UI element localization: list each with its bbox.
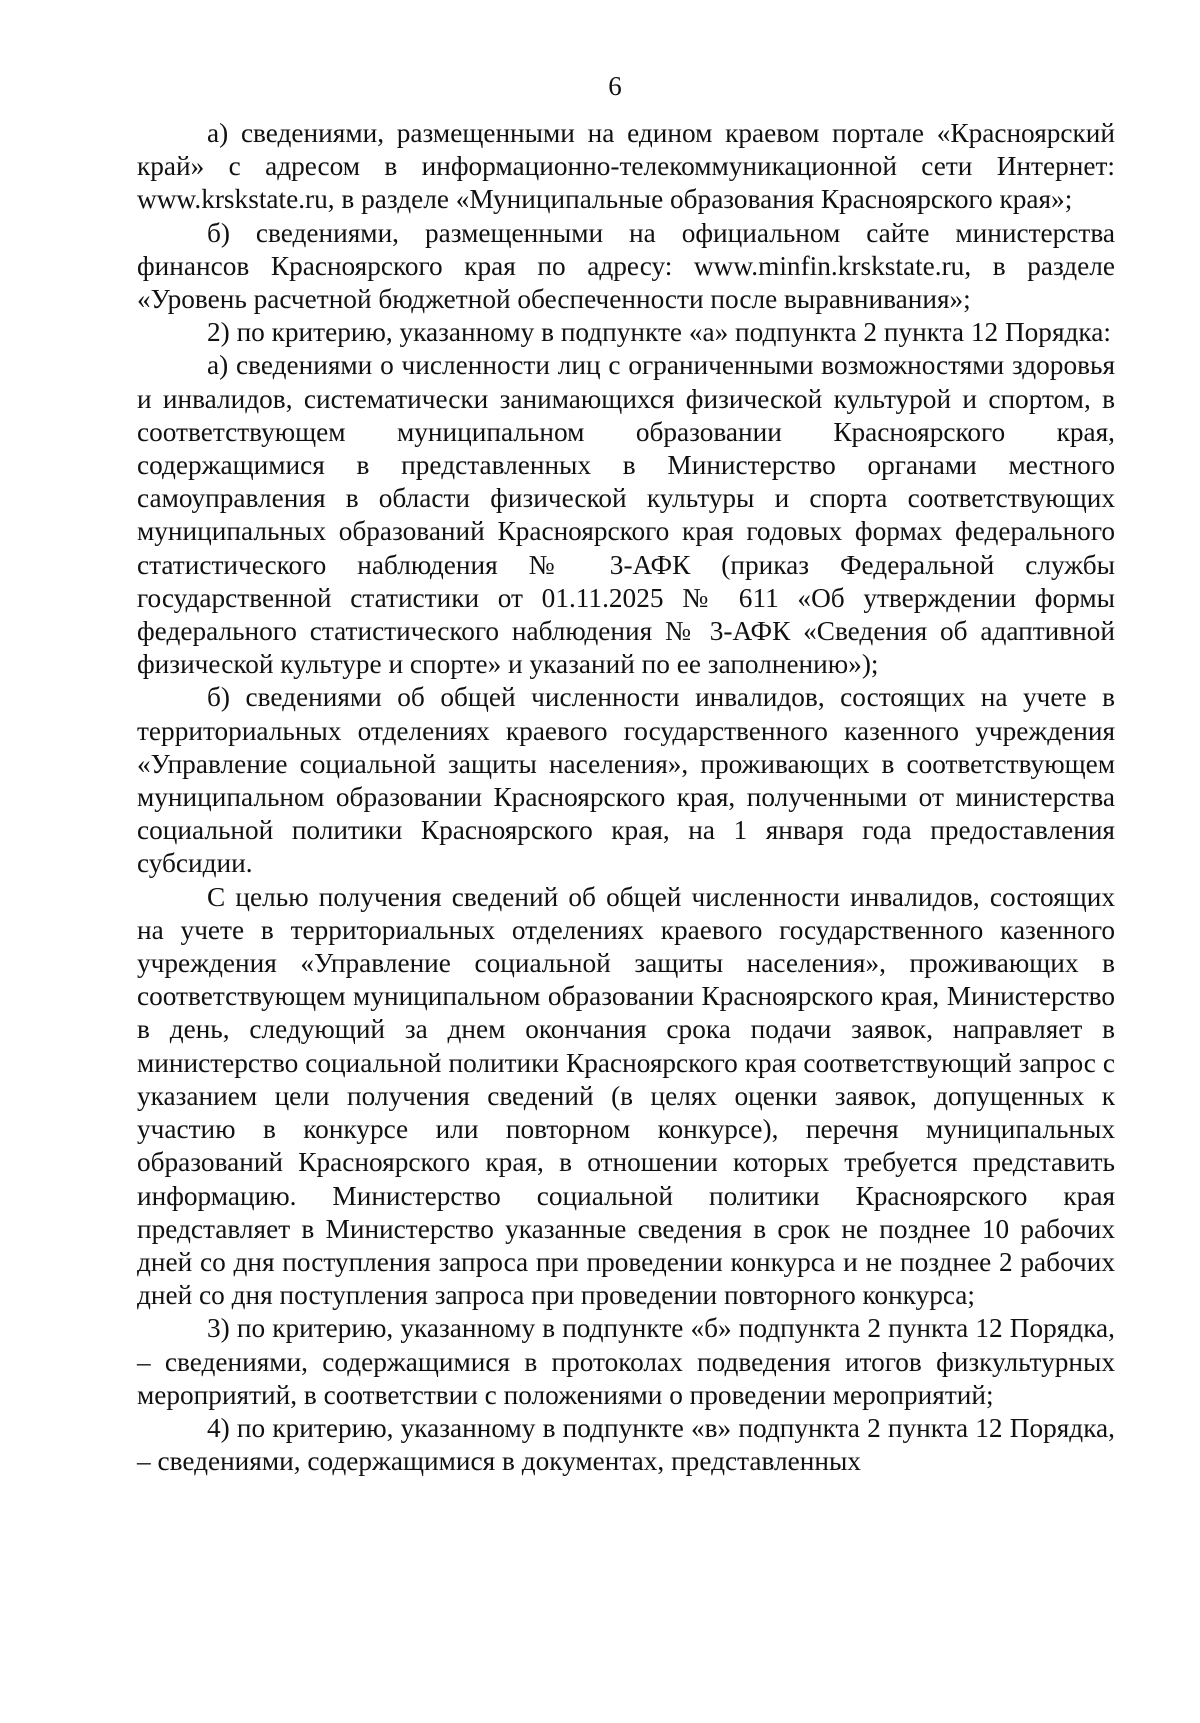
paragraph-4-criterion-v: 4) по критерию, указанному в подпункте «в» подпункта 2 пункта 12 Порядка, – сведениями, содержащимися в документах, представленных (137, 1412, 1115, 1477)
paragraph-b-disabled-count: б) сведениями об общей численности инвалидов, состоящих на учете в территориальных отделениях краевого государственного казенного учреждения «Управление социальной защиты населения», проживающих в соответствующем муниципальном образовании Красноярского края, полученными от министерства социальной политики Красноярского края, на 1 января года предоставления субсидии. (137, 682, 1115, 879)
paragraph-3-criterion-b: 3) по критерию, указанному в подпункте «б» подпункта 2 пункта 12 Порядка, – сведениями, содержащимися в протоколах подведения итогов физкультурных мероприятий, в соответствии с положениями о проведении мероприятий; (137, 1313, 1115, 1410)
paragraph-a-adaptive-sport-stats: а) сведениями о численности лиц с ограниченными возможностями здоровья и инвалидов, систематически занимающихся физической культурой и спортом, в соответствующем муниципальном образовании Красноярского края, содержащимися в представленных в Министерство органами местного самоуправления в области физической культуры и спорта соответствующих муниципальных образований Красноярского края годовых формах федерального статистического наблюдения № 3-АФК (приказ Федеральной службы государственной статистики от 01.11.2025 № 611 «Об утверждении формы федерального статистического наблюдения № 3-АФК «Сведения об адаптивной физической культуре и спорте» и указаний по ее заполнению»); (137, 350, 1115, 680)
document-body (137, 117, 1115, 1478)
paragraph-request-procedure: С целью получения сведений об общей численности инвалидов, состоящих на учете в территориальных отделениях краевого государственного казенного учреждения «Управление социальной защиты населения», проживающих в соответствующем муниципальном образовании Красноярского края, Министерство в день, следующий за днем окончания срока подачи заявок, направляет в министерство социальной политики Красноярского края соответствующий запрос с указанием цели получения сведений (в целях оценки заявок, допущенных к участию в конкурсе или повторном конкурсе), перечня муниципальных образований Красноярского края, в отношении которых требуется представить информацию. Министерство социальной политики Красноярского края представляет в Министерство указанные сведения в срок не позднее 10 рабочих дней со дня поступления запроса при проведении конкурса и не позднее 2 рабочих дней со дня поступления запроса при проведении повторного конкурса; (137, 881, 1115, 1311)
page-number: 6 (608, 71, 622, 101)
paragraph-a-regional-portal: а) сведениями, размещенными на едином краевом портале «Красноярский край» с адресом в информационно-телекоммуникационной сети Интернет: www.krskstate.ru, в разделе «Муниципальные образования Красноярского края»; (137, 118, 1115, 215)
paragraph-b-minfin-site: б) сведениями, размещенными на официальном сайте министерства финансов Красноярского края по адресу: www.minfin.krskstate.ru, в разделе «Уровень расчетной бюджетной обеспеченности после выравнивания»; (137, 217, 1115, 315)
paragraph-2-criterion-a: 2) по критерию, указанному в подпункте «а» подпункта 2 пункта 12 Порядка: (207, 317, 1111, 348)
